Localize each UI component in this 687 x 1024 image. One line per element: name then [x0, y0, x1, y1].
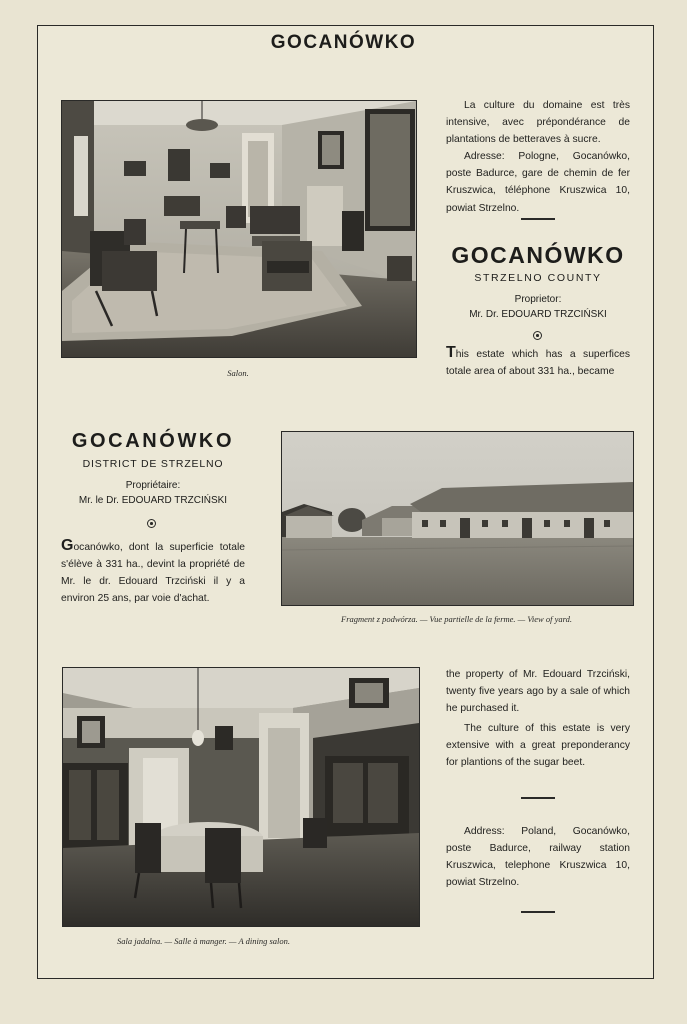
french-culture-text: La culture du domaine est très intensive, avec prépondérance de plantations de betteraves à sucre. — [446, 100, 630, 146]
english-county-subtitle: STRZELNO COUNTY — [474, 272, 602, 284]
salon-photo — [61, 100, 417, 358]
french-proprietor-label: Propriétaire: — [125, 480, 181, 491]
salon-caption: Salon. — [227, 368, 249, 378]
dining-salon-caption: Sala jadalna. — Salle à manger. — A dining salon. — [117, 936, 291, 946]
french-proprietor-name: Mr. le Dr. EDOUARD TRZCIŃSKI — [78, 495, 228, 506]
english-intro-paragraph — [446, 346, 630, 380]
farm-yard-illustration — [282, 432, 633, 605]
drop-cap-g: G — [61, 537, 74, 554]
english-proprietor-name: Mr. Dr. EDOUARD TRZCIŃSKI — [469, 309, 607, 320]
farm-yard-caption: Fragment z podwórza. — Vue partielle de la ferme. — View of yard. — [341, 614, 572, 624]
farm-yard-photo — [281, 431, 634, 606]
english-estate-title: GOCANÓWKO — [451, 242, 625, 268]
divider-rule — [521, 911, 555, 913]
page-title: GOCANÓWKO — [270, 32, 417, 53]
french-intro-paragraph — [61, 539, 245, 607]
drop-cap-t: T — [446, 344, 456, 361]
english-culture-text: The culture of this estate is very extensive with a great preponderancy for plantions of the sugar beet. — [446, 723, 630, 769]
french-intro-text: ocanówko, dont la superficie totale s'élève à 331 ha., devint la propriété de Mr. le dr. Edouard Trzciński il y a environ 25 ans, par voie d'achat. — [61, 542, 245, 605]
english-proprietor-label: Proprietor: — [514, 294, 562, 305]
divider-rule — [521, 218, 555, 220]
salon-illustration — [62, 101, 416, 357]
french-estate-title: GOCANÓWKO — [71, 430, 235, 452]
english-address-text: Address: Poland, Gocanówko, poste Badurce, railway station Kruszwica, telephone Kruszwica 10, powiat Strzelno. — [446, 826, 630, 889]
divider-rule — [521, 797, 555, 799]
english-property-text: the property of Mr. Edouard Trzciński, twenty five years ago by a sale of which he purchased it. — [446, 669, 630, 715]
english-intro-text: his estate which has a superfices totale area of about 331 ha., became — [446, 349, 630, 378]
english-continuation-paragraph — [446, 666, 630, 772]
french-district-subtitle: DISTRICT DE STRZELNO — [82, 458, 224, 470]
dining-salon-photo — [62, 667, 420, 927]
french-culture-paragraph — [446, 97, 630, 217]
dining-salon-illustration — [63, 668, 419, 926]
ornament-icon — [147, 519, 156, 528]
french-address-text: Adresse: Pologne, Gocanówko, poste Badurce, gare de chemin de fer Kruszwica, téléphone Kruszwica 10, powiat Strzelno. — [446, 151, 630, 214]
ornament-icon — [533, 331, 542, 340]
